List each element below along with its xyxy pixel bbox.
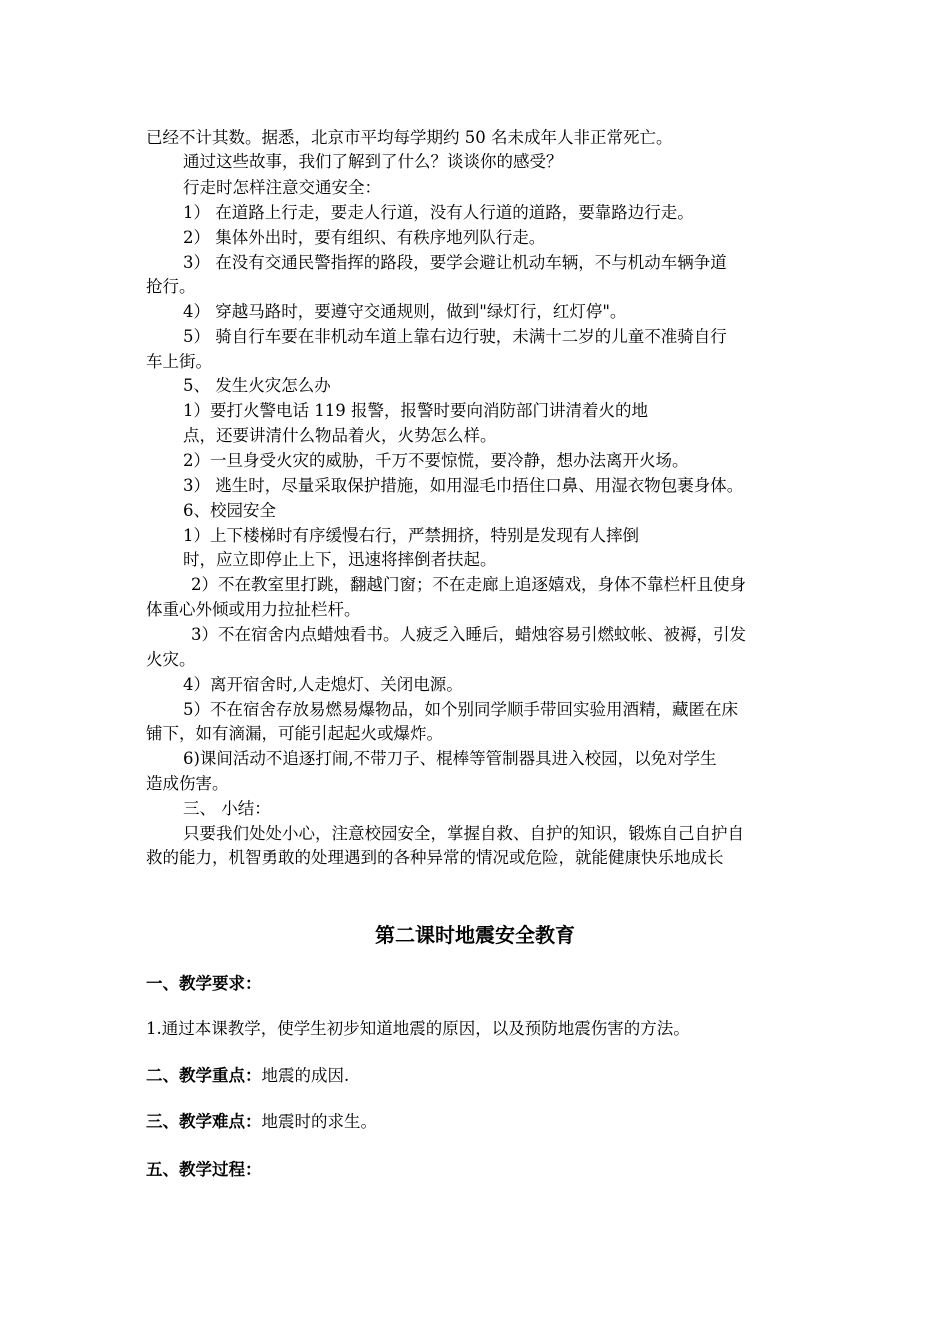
text-line: 车上街。: [146, 352, 212, 371]
text-line: 5）不在宿舍存放易燃易爆物品，如个别同学顺手带回实验用酒精，藏匿在床: [183, 700, 738, 719]
difficulty-text: 地震时的求生。: [261, 1112, 377, 1131]
difficulty-label: 三、教学难点：: [146, 1112, 262, 1131]
teaching-requirements-heading: 一、教学要求：: [146, 974, 262, 993]
lesson-title: 第二课时地震安全教育: [375, 923, 575, 947]
text-line: 行走时怎样注意交通安全：: [183, 178, 381, 197]
text-line: 6、校园安全: [183, 501, 276, 520]
text-line: 已经不计其数。据悉，北京市平均每学期约 50 名未成年人非正常死亡。: [146, 128, 673, 147]
text-line: 点，还要讲清什么物品着火，火势怎么样。: [183, 426, 497, 445]
text-line: 1）上下楼梯时有序缓慢右行，严禁拥挤，特别是发现有人摔倒: [183, 526, 639, 545]
difficulty-line: [146, 1110, 377, 1134]
text-line: 救的能力，机智勇敢的处理遇到的各种异常的情况或危险，就能健康快乐地成长: [146, 848, 724, 867]
text-line: 2）一旦身受火灾的威胁，千万不要惊慌，要冷静，想办法离开火场。: [183, 451, 689, 470]
text-line: 4）离开宿舍时,人走熄灯、关闭电源。: [183, 675, 463, 694]
text-line: 铺下，如有滴漏，可能引起起火或爆炸。: [146, 724, 443, 743]
text-line: 3） 在没有交通民警指挥的路段，要学会避让机动车辆，不与机动车辆争道: [183, 253, 727, 272]
text-line: 5、 发生火灾怎么办: [183, 376, 331, 395]
key-point-text: 地震的成因.: [261, 1066, 350, 1085]
text-line: 火灾。: [146, 650, 196, 669]
text-line: 只要我们处处小心，注意校园安全，掌握自救、自护的知识，锻炼自己自护自: [183, 824, 744, 843]
key-point-line: [146, 1064, 349, 1088]
key-point-label: 二、教学重点：: [146, 1066, 262, 1085]
text-line: 2）不在教室里打跳，翻越门窗；不在走廊上追逐嬉戏，身体不靠栏杆且使身: [191, 575, 746, 594]
text-line: 5） 骑自行车要在非机动车道上靠右边行驶，未满十二岁的儿童不准骑自行: [183, 327, 727, 346]
text-line: 3）不在宿舍内点蜡烛看书。人疲乏入睡后，蜡烛容易引燃蚊帐、被褥，引发: [191, 625, 746, 644]
text-line: 6)课间活动不追逐打闹,不带刀子、棍棒等管制器具进入校园，以免对学生: [183, 749, 717, 768]
text-line: 体重心外倾或用力拉扯栏杆。: [146, 600, 361, 619]
text-line: 1） 在道路上行走，要走人行道，没有人行道的道路，要靠路边行走。: [183, 203, 694, 222]
teaching-requirements-text: 1.通过本课教学，使学生初步知道地震的原因，以及预防地震伤害的方法。: [146, 1019, 690, 1038]
text-line: 3） 逃生时，尽量采取保护措施，如用湿毛巾捂住口鼻、用湿衣物包裹身体。: [183, 476, 744, 495]
teaching-process-heading: 五、教学过程：: [146, 1160, 262, 1179]
text-line: 1）要打火警电话 119 报警，报警时要向消防部门讲清着火的地: [183, 401, 648, 420]
text-line: 2） 集体外出时，要有组织、有秩序地列队行走。: [183, 228, 546, 247]
text-line: 三、 小结：: [183, 799, 271, 818]
text-line: 4） 穿越马路时，要遵守交通规则，做到"绿灯行，红灯停"。: [183, 302, 627, 321]
text-line: 时，应立即停止上下，迅速将摔倒者扶起。: [183, 550, 497, 569]
text-line: 造成伤害。: [146, 774, 229, 793]
text-line: 抢行。: [146, 277, 196, 296]
text-line: 通过这些故事，我们了解到了什么？谈谈你的感受？: [183, 152, 563, 171]
